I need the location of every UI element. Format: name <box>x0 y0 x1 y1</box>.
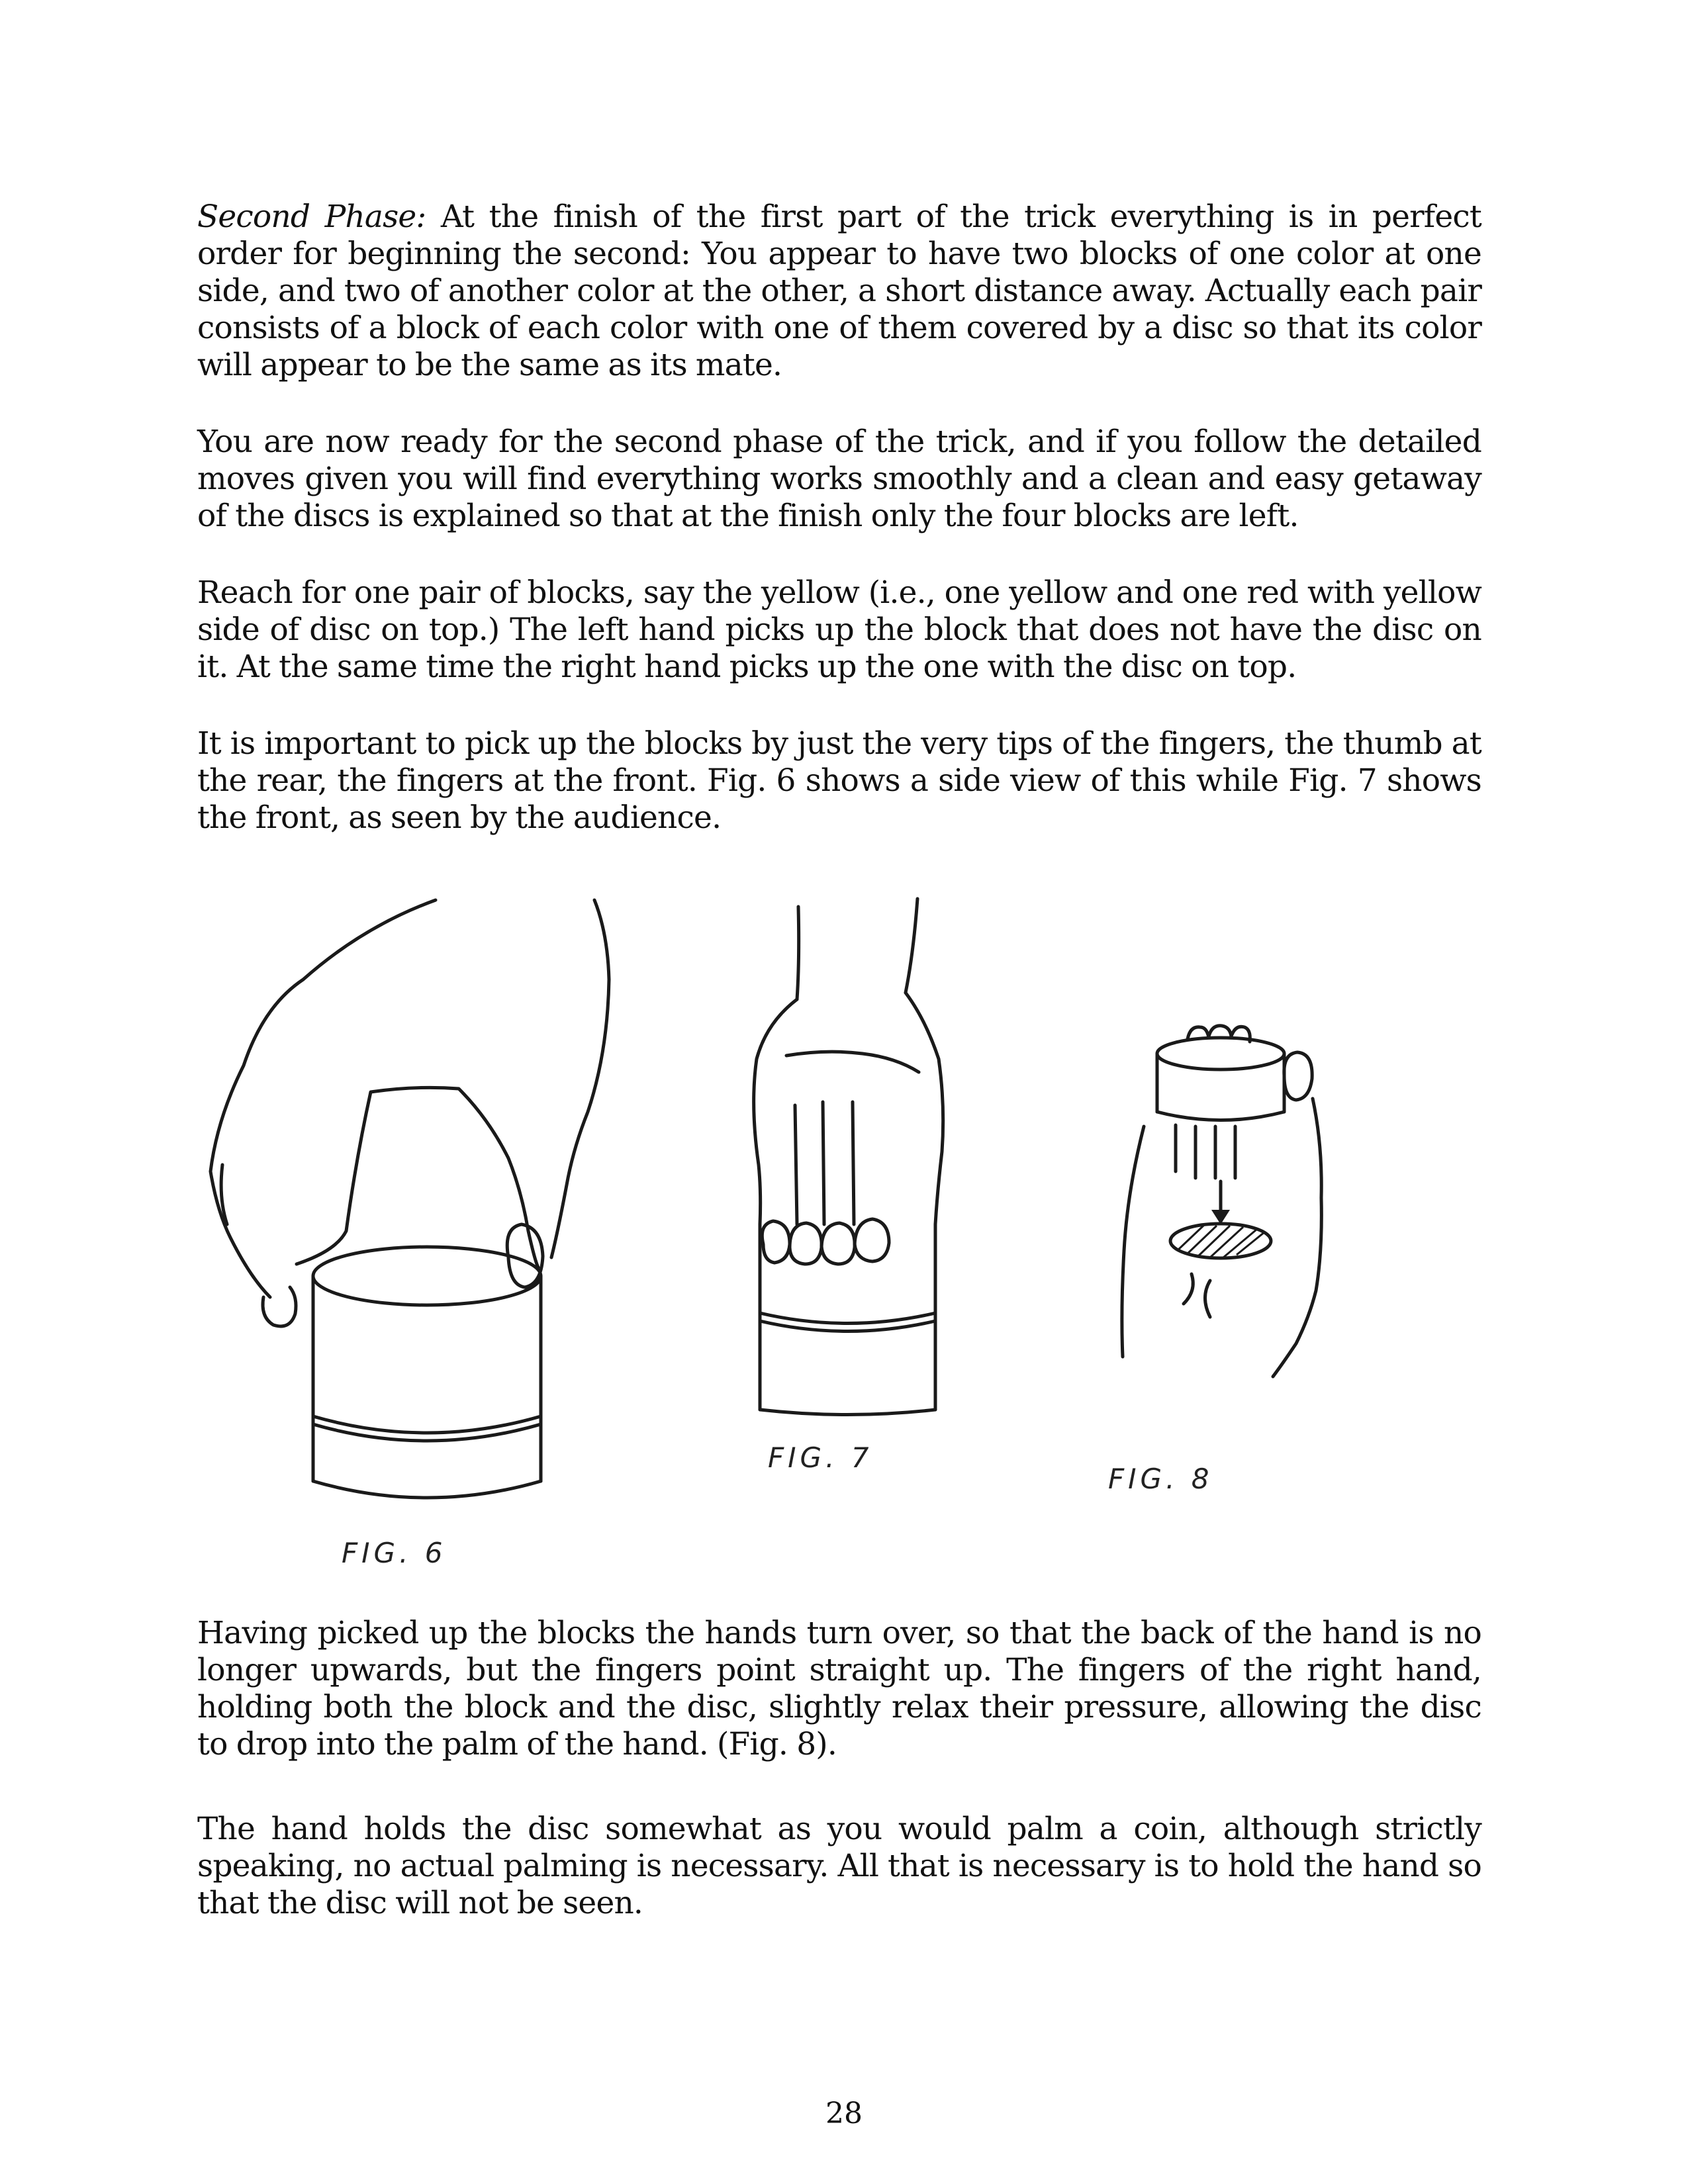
fig7-caption: FIG. 7 <box>768 1441 873 1474</box>
hand-illustrations <box>197 880 1481 1595</box>
illustrations <box>197 880 1481 1595</box>
page-number: 28 <box>825 2097 863 2130</box>
paragraph-ready: You are now ready for the second phase of the trick, and if you follow the detailed moves given you will find everything works smoothly and a clean and easy getaway of the discs is explained so that at the finish only the four blocks are left. <box>197 424 1481 534</box>
paragraph-pick-up: It is important to pick up the blocks by just the very tips of the fingers, the thumb at the rear, the fingers at the front. Fig. 6 shows a side view of this while Fig. 7 shows the front, as seen by the audience. <box>197 725 1481 836</box>
fig8-caption: FIG. 8 <box>1108 1463 1213 1495</box>
section-lead: Second Phase: <box>197 199 426 235</box>
paragraph-palm: The hand holds the disc somewhat as you would palm a coin, although strictly speaking, no actual palming is necessary. All that is necessary is to hold the hand so that the disc will not be seen. <box>197 1811 1481 1921</box>
paragraph-hands-turn: Having picked up the blocks the hands turn over, so that the back of the hand is no longer upwards, but the fingers point straight up. The fingers of the right hand, holding both the block and the disc, slightly relax their pressure, allowing the disc to drop into the palm of the hand. (Fig. 8). <box>197 1615 1481 1762</box>
fig6-caption: FIG. 6 <box>342 1537 447 1569</box>
paragraph-reach: Reach for one pair of blocks, say the yellow (i.e., one yellow and one red with yellow side of disc on top.) The left hand picks up the block that does not have the disc on it. At the same time the right hand picks up the one with the disc on top. <box>197 574 1481 685</box>
fig7-illustration <box>754 899 943 1415</box>
fig8-illustration <box>1122 1026 1321 1377</box>
fig6-illustration <box>211 900 609 1498</box>
paragraph-text: At the finish of the first part of the trick everything is in perfect order for beginning the second: You appear to have two blocks of one color at one side, and two of another color at the other, a short distance away. Actually each pair consists of a block of each color with one of them covered by a disc so that its color will appear to be the same as its mate. <box>197 199 1482 383</box>
paragraph-second-phase <box>197 199 1481 384</box>
